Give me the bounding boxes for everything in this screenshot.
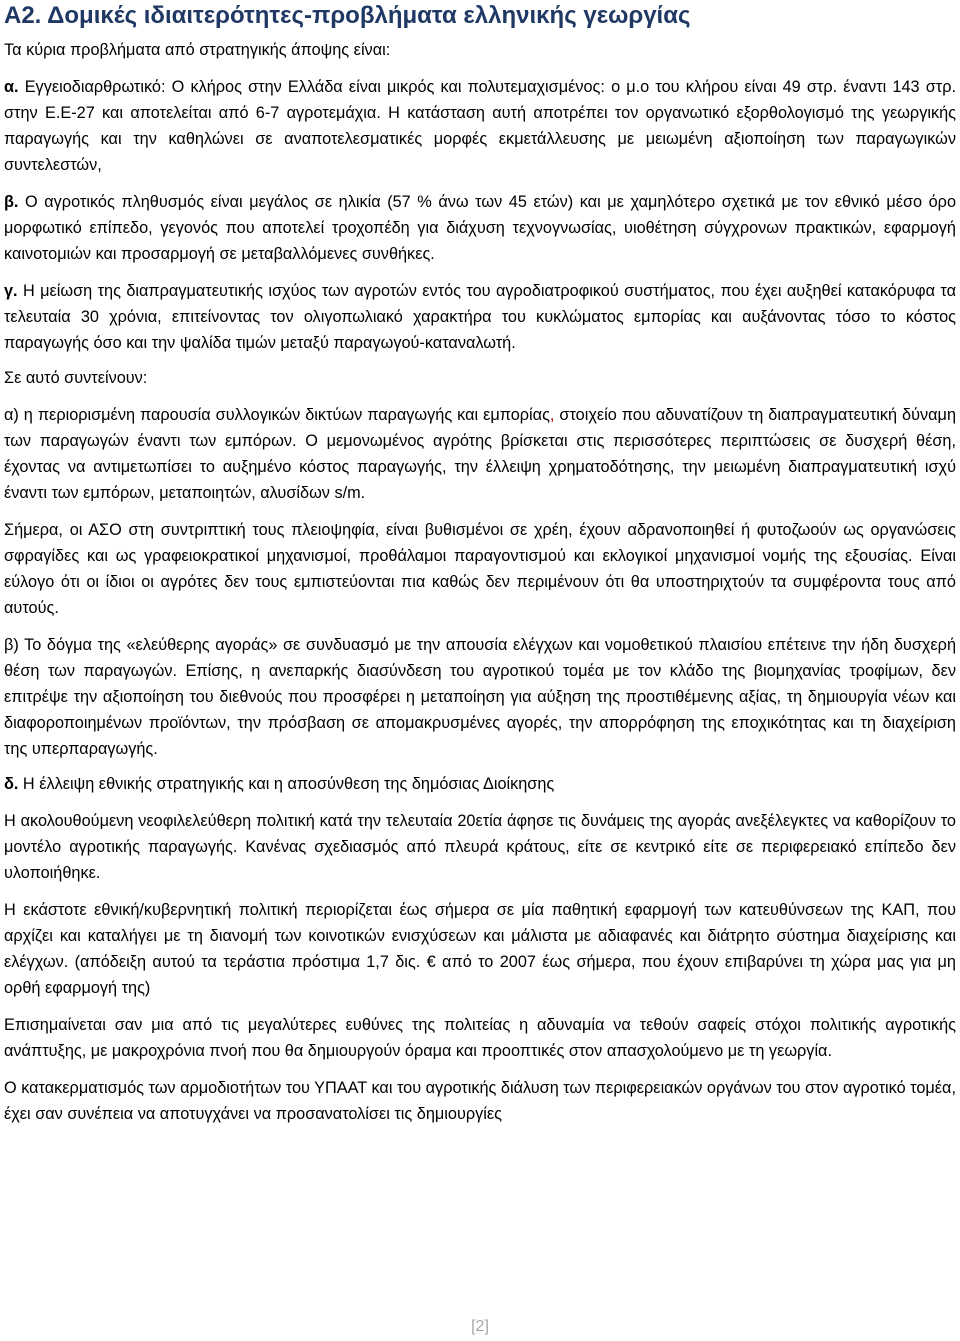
marker-gamma: γ.	[4, 282, 18, 300]
marker-delta: δ.	[4, 775, 19, 793]
paragraph-gamma	[4, 278, 956, 356]
paragraph-ypaat: Ο κατακερματισμός των αρμοδιοτήτων του ΥΠΑΑΤ και του αγροτικής διάλυση των περιφερειακών οργάνων του στον αγροτικό τομέα, έχει σαν συνέπεια να αποτυγχάνει να προσανατολίσει τις δημιουργίες	[4, 1079, 956, 1123]
section-heading: Α2. Δομικές ιδιαιτερότητες-προβλήματα ελληνικής γεωργίας	[4, 2, 691, 29]
paragraph-alpha	[4, 74, 956, 178]
paragraph-a-paren-after: στοιχείο που αδυνατίζουν τη διαπραγματευτική δύναμη των παραγωγών έναντι των εμπόρων. Ο μεμονωμένος αγρότης βρίσκεται στις περισσότερες περιπτώσεις σε δυσχερή θέση, έχοντας να αντιμετωπίσει το αυξημένο κόστος παραγωγής, την έλλειψη χρηματοδότησης, την μειωμένη διαπραγματευτική ισχύ έναντι των εμπόρων, μεταποιητών, αλυσίδων s/m.	[4, 406, 956, 502]
paragraph-kap: Η εκάστοτε εθνική/κυβερνητική πολιτική περιορίζεται έως σήμερα σε μία παθητική εφαρμογή των κατευθύνσεων της ΚΑΠ, που αρχίζει και καταλήγει με τη διανομή των κοινοτικών ενισχύσεων και μάλιστα με αδιαφανές και διάτρητο σύστημα διαχείρισης και ελέγχων. (απόδειξη αυτού τα τεράστια πρόστιμα 1,7 δις. € από το 2007 έως σήμερα, που έχουν επιβαρύνει τη χώρα μας για μη ορθή εφαρμογή της)	[4, 901, 956, 997]
paragraph-gamma-text: Η μείωση της διαπραγματευτικής ισχύος των αγροτών εντός του αγροδιατροφικού συστήματος, που έχει αυξηθεί κατακόρυφα τα τελευταία 30 χρόνια, επιτείνοντας τον ολιγοπωλιακό χαρακτήρα του κυκλώματος εμπορίας και αυξάνοντας τόσο το κόστος παραγωγής όσο και την ψαλίδα τιμών μεταξύ παραγωγού-καταναλωτή.	[4, 282, 956, 352]
paragraph-alpha-text: Εγγειοδιαρθρωτικό: Ο κλήρος στην Ελλάδα είναι μικρός και πολυτεμαχισμένος: ο μ.ο του κλήρου είναι 49 στρ. έναντι 143 στρ. στην Ε.Ε-27 και αποτελείται από 6-7 αγροτεμάχια. Η κατάσταση αυτή αποτρέπει τον οργανωτικό εξορθολογισμό της γεωργικής παραγωγής και την καθηλώνει σε αναποτελεσματικές μορφές εκμετάλλευσης με μειωμένη αξιοποίηση των παραγωγικών συντελεστών,	[4, 78, 956, 174]
paragraph-policies: Επισημαίνεται σαν μια από τις μεγαλύτερες ευθύνες της πολιτείας η αδυναμία να τεθούν σαφείς στόχοι πολιτικής αγροτικής ανάπτυξης, με μακροχρόνια πνοή που θα δημιουργούν όραμα και προοπτικές στον απασχολούμενο με τη γεωργία.	[4, 1016, 956, 1060]
paragraph-delta	[4, 771, 956, 797]
marker-beta: β.	[4, 193, 19, 211]
paragraph-beta	[4, 189, 956, 267]
page-number: [2]	[471, 1318, 489, 1335]
paragraph-a-paren	[4, 402, 956, 506]
paragraph-delta-text: Η έλλειψη εθνικής στρατηγικής και η αποσύνθεση της δημόσιας Διοίκησης	[18, 775, 555, 793]
paragraph-b-paren: β) Το δόγμα της «ελεύθερης αγοράς» σε συνδυασμό με την απουσία ελέγχων και νομοθετικού πλαισίου επέτεινε την ήδη δυσχερή θέση των παραγωγών. Επίσης, η ανεπαρκής διασύνδεση του αγροτικού τομέα με τον κλάδο της βιομηχανίας τροφίμων, δεν επιτρέψε την αξιοποίηση του διεθνούς που προσφέρει η μεταποίηση για αύξηση της προστιθέμενης αξίας, τη δημιουργία νέων και διαφοροποιημένων προϊόντων, την πρόσβαση σε απομακρυσμένες αγορές, την απορρόφηση της εποχικότητας και τη διαχείριση της υπερπαραγωγής.	[4, 636, 956, 758]
paragraph-neoliberal: Η ακολουθούμενη νεοφιλελεύθερη πολιτική κατά την τελευταία 20ετία άφησε τις δυνάμεις της αγοράς ανεξέλεγκτες να καθορίζουν το μοντέλο αγροτικής παραγωγής. Κανένας σχεδιασμός από πλευρά κράτους, είτε σε κεντρικό είτε σε περιφερειακό επίπεδο δεν υλοποιήθηκε.	[4, 812, 956, 882]
paragraph-aso: Σήμερα, οι ΑΣΟ στη συντριπτική τους πλειοψηφία, είναι βυθισμένοι σε χρέη, έχουν αδρανοποιηθεί ή φυτοζωούν ως οργανώσεις σφραγίδες και ως γραφειοκρατικοί μηχανισμοί, προθάλαμοι παραγοντισμού και εκλογικοί μηχανισμοί νομής της εξουσίας. Είναι εύλογο ότι οι ίδιοι οι αγρότες δεν τους εμπιστεύονται πια καθώς δεν περιμένουν ότι θα υποστηριχτούν τα συμφέροντα τους από αυτούς.	[4, 521, 956, 617]
paragraph-beta-text: Ο αγροτικός πληθυσμός είναι μεγάλος σε ηλικία (57 % άνω των 45 ετών) και με χαμηλότερο σχετικά με τον εθνικό μέσο όρο μορφωτικό επίπεδο, γεγονός που αποτελεί τροχοπέδη για διάχυση τεχνογνωσίας, υιοθέτηση σύγχρονων πρακτικών, εφαρμογή καινοτομιών και προσαρμογή σε μεταβαλλόμενες συνθήκες.	[4, 193, 956, 263]
red-comma: ,	[549, 406, 555, 424]
marker-alpha: α.	[4, 78, 19, 96]
paragraph-a-paren-before: α) η περιορισμένη παρουσία συλλογικών δικτύων παραγωγής και εμπορίας	[4, 406, 550, 424]
contributes-line: Σε αυτό συντείνουν:	[4, 369, 148, 387]
intro-paragraph: Τα κύρια προβλήματα από στρατηγικής άποψης είναι:	[4, 41, 391, 59]
